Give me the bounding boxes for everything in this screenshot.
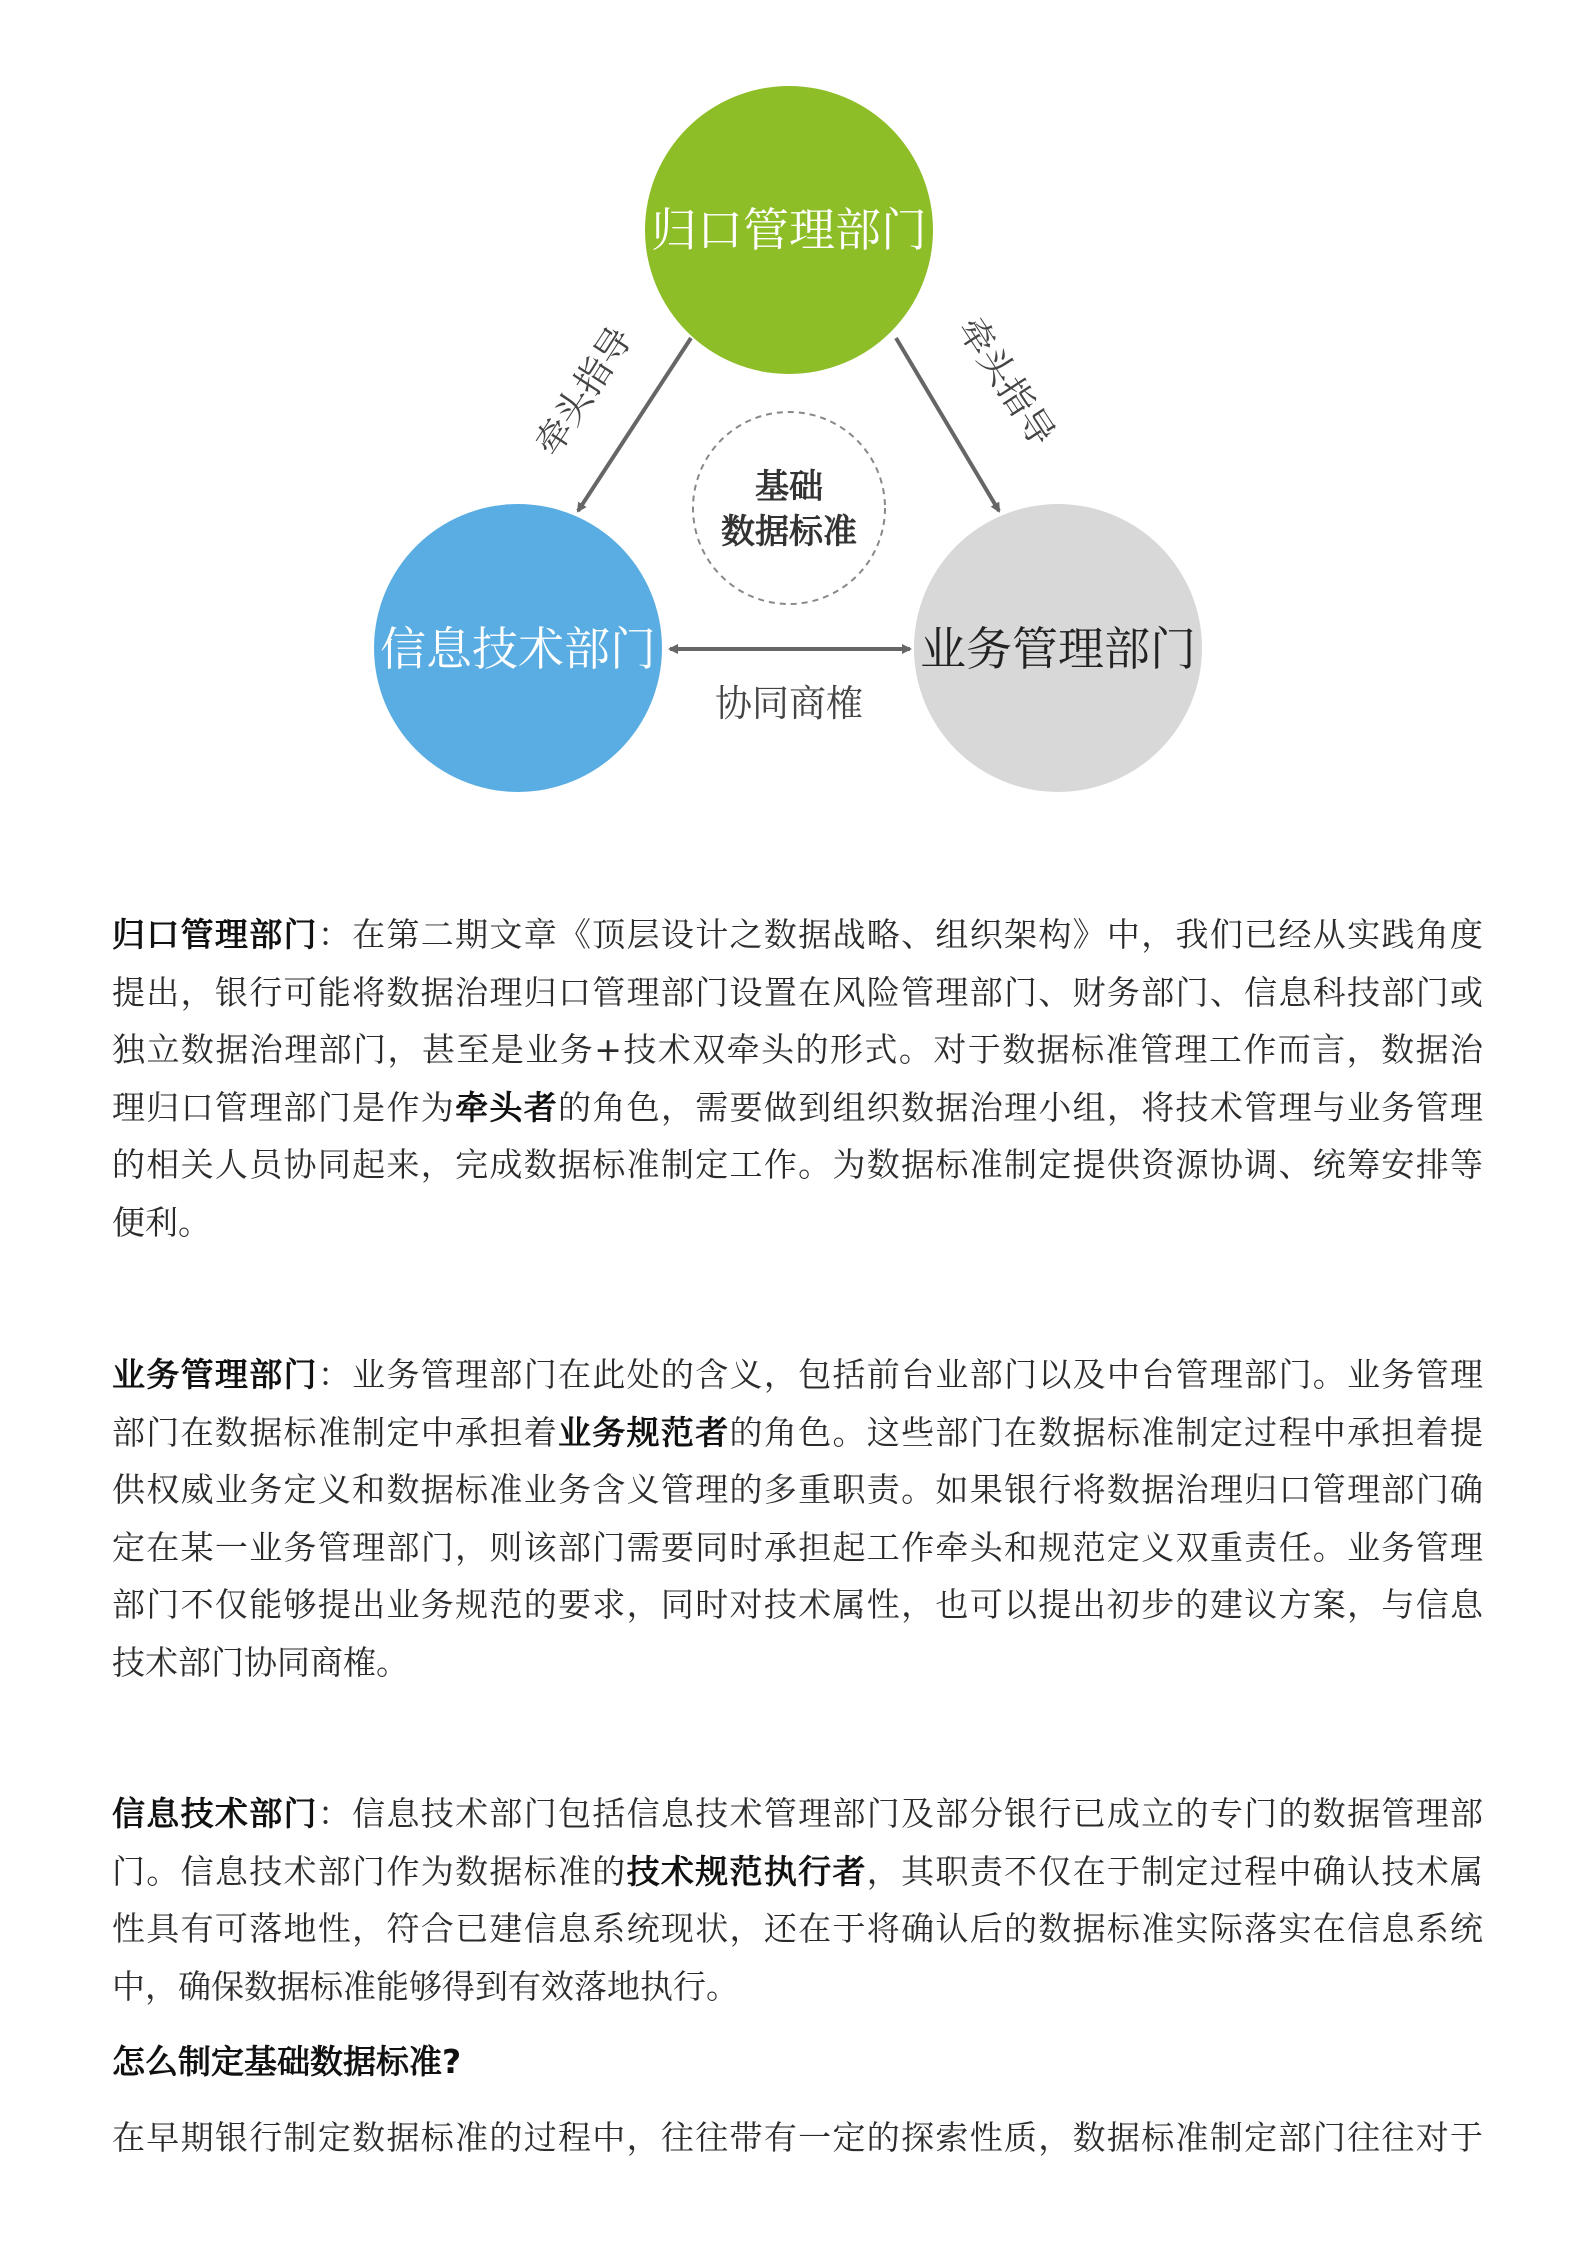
right-arrow-label: 牵头指导 (949, 310, 1063, 454)
left-node-label: 信息技术部门 (380, 622, 656, 676)
left-arrow-label: 牵头指导 (527, 320, 641, 464)
text-segment: 门。信息技术部门作为数据标准的 (112, 1851, 627, 1891)
text-line (112, 1843, 1483, 1901)
text-segment: 供权威业务定义和数据标准业务含义管理的多重职责。如果银行将数据治理归口管理部门确 (112, 1470, 1483, 1510)
text-segment: 独立数据治理部门，甚至是业务+技术双牵头的形式。对于数据标准管理工作而言，数据治 (112, 1030, 1483, 1070)
text-segment: 部门在数据标准制定中承担着 (112, 1412, 558, 1452)
text-line (112, 1136, 1483, 1194)
center-label-line1: 基础 (755, 467, 823, 507)
text-segment: 的角色，需要做到组织数据治理小组，将技术管理与业务管理 (558, 1087, 1483, 1127)
text-line (112, 1346, 1483, 1404)
text-segment: 定在某一业务管理部门，则该部门需要同时承担起工作牵头和规范定义双重责任。业务管理 (112, 1527, 1483, 1567)
text-segment: 的角色。这些部门在数据标准制定过程中承担着提 (729, 1412, 1483, 1452)
text-segment: 部门不仅能够提出业务规范的要求，同时对技术属性，也可以提出初步的建议方案，与信息 (112, 1585, 1483, 1625)
text-line (112, 2109, 1483, 2167)
text-segment: ：在第二期文章《顶层设计之数据战略、组织架构》中，我们已经从实践角度 (317, 915, 1483, 954)
paragraph-intro (112, 2109, 1483, 2167)
top-node-label: 归口管理部门 (651, 203, 927, 257)
text-line (112, 1958, 1483, 2016)
text-line (112, 1021, 1483, 1079)
right-node-label: 业务管理部门 (920, 622, 1196, 676)
text-segment: 提出，银行可能将数据治理归口管理部门设置在风险管理部门、财务部门、信息科技部门或 (112, 972, 1483, 1012)
text-segment: 性具有可落地性，符合已建信息系统现状，还在于将确认后的数据标准实际落实在信息系统 (112, 1909, 1483, 1949)
text-segment: ：业务管理部门在此处的含义，包括前台业部门以及中台管理部门。业务管理 (317, 1355, 1483, 1394)
text-segment: ：信息技术部门包括信息技术管理部门及部分银行已成立的专门的数据管理部 (317, 1794, 1483, 1833)
text-line (112, 1079, 1483, 1137)
department-relationship-diagram (0, 0, 1586, 820)
bold-term: 牵头者 (455, 1087, 559, 1127)
text-line (112, 1194, 1483, 1252)
text-line (112, 1785, 1483, 1843)
text-segment: 在早期银行制定数据标准的过程中，往往带有一定的探索性质，数据标准制定部门往往对于 (112, 2118, 1483, 2157)
section-heading: 怎么制定基础数据标准? (112, 2042, 462, 2081)
bold-term: 业务规范者 (558, 1412, 730, 1452)
text-segment: 中，确保数据标准能够得到有效落地执行。 (112, 1966, 739, 2006)
text-line (112, 1404, 1483, 1462)
paragraph-it-department (112, 1785, 1483, 2015)
paragraph-guikou-department (112, 906, 1483, 1252)
text-line (112, 906, 1483, 964)
center-label-line2: 数据标准 (721, 512, 857, 552)
text-segment: 技术部门协同商榷。 (112, 1642, 409, 1682)
bold-term: 信息技术部门 (112, 1794, 318, 1833)
bottom-arrow-label: 协同商榷 (715, 682, 863, 725)
text-segment: 理归口管理部门是作为 (112, 1087, 456, 1127)
text-line (112, 1519, 1483, 1577)
bold-term: 技术规范执行者 (626, 1851, 867, 1891)
paragraph-business-department (112, 1346, 1483, 1692)
text-line (112, 1900, 1483, 1958)
text-segment: 便利。 (112, 1202, 211, 1242)
bold-term: 业务管理部门 (112, 1355, 318, 1394)
text-line (112, 964, 1483, 1022)
text-segment: 的相关人员协同起来，完成数据标准制定工作。为数据标准制定提供资源协调、统筹安排等 (112, 1145, 1483, 1185)
center-dashed-circle (693, 412, 885, 604)
text-line (112, 1576, 1483, 1634)
text-line (112, 1634, 1483, 1692)
bold-term: 归口管理部门 (112, 915, 318, 954)
text-line (112, 1461, 1483, 1519)
text-segment: ，其职责不仅在于制定过程中确认技术属 (866, 1851, 1483, 1891)
